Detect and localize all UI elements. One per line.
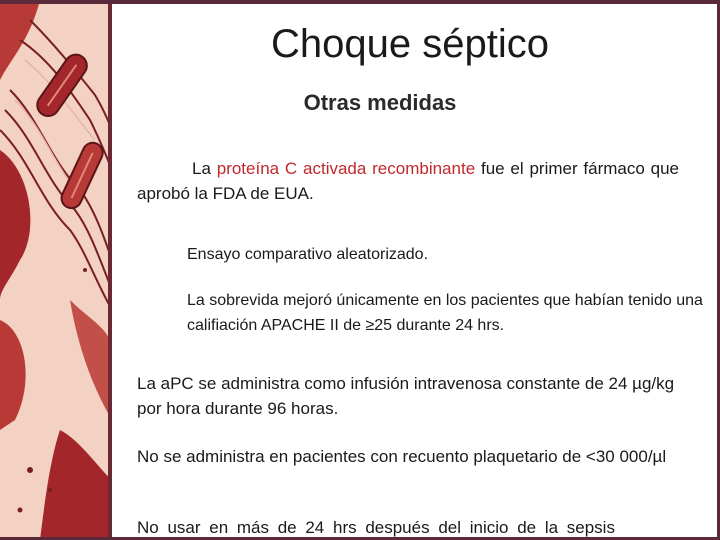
paragraph-trial: Ensayo comparativo aleatorizado.: [187, 246, 429, 263]
art-edge-divider: [108, 0, 112, 540]
paragraph-approval-post: fue el primer fármaco que aprobó la FDA de EUA.: [137, 159, 680, 203]
slide-title: Choque séptico: [271, 22, 549, 66]
paragraph-approval-pre: La: [192, 159, 217, 178]
highlighted-drug-name: proteína C activada recombinante: [216, 159, 476, 178]
paragraph-survival: La sobrevida mejoró únicamente en los pacientes que habían tenido una califiación APACHE II de ≥25 durante 24 hrs.: [187, 292, 703, 334]
paragraph-contraindication: No se administra en pacientes con recuento plaquetario de <30 000/µl: [137, 447, 667, 466]
bacteria-illustration-icon: [0, 0, 112, 540]
paragraph-dosage: La aPC se administra como infusión intravenosa constante de 24 µg/kg por hora durante 96 horas.: [137, 374, 675, 418]
paragraph-approval: [137, 156, 679, 206]
paragraph-time-limit: No usar en más de 24 hrs después del inicio de la sepsis: [137, 518, 615, 537]
frame-top: [0, 0, 720, 4]
slide-subtitle: Otras medidas: [303, 90, 457, 115]
